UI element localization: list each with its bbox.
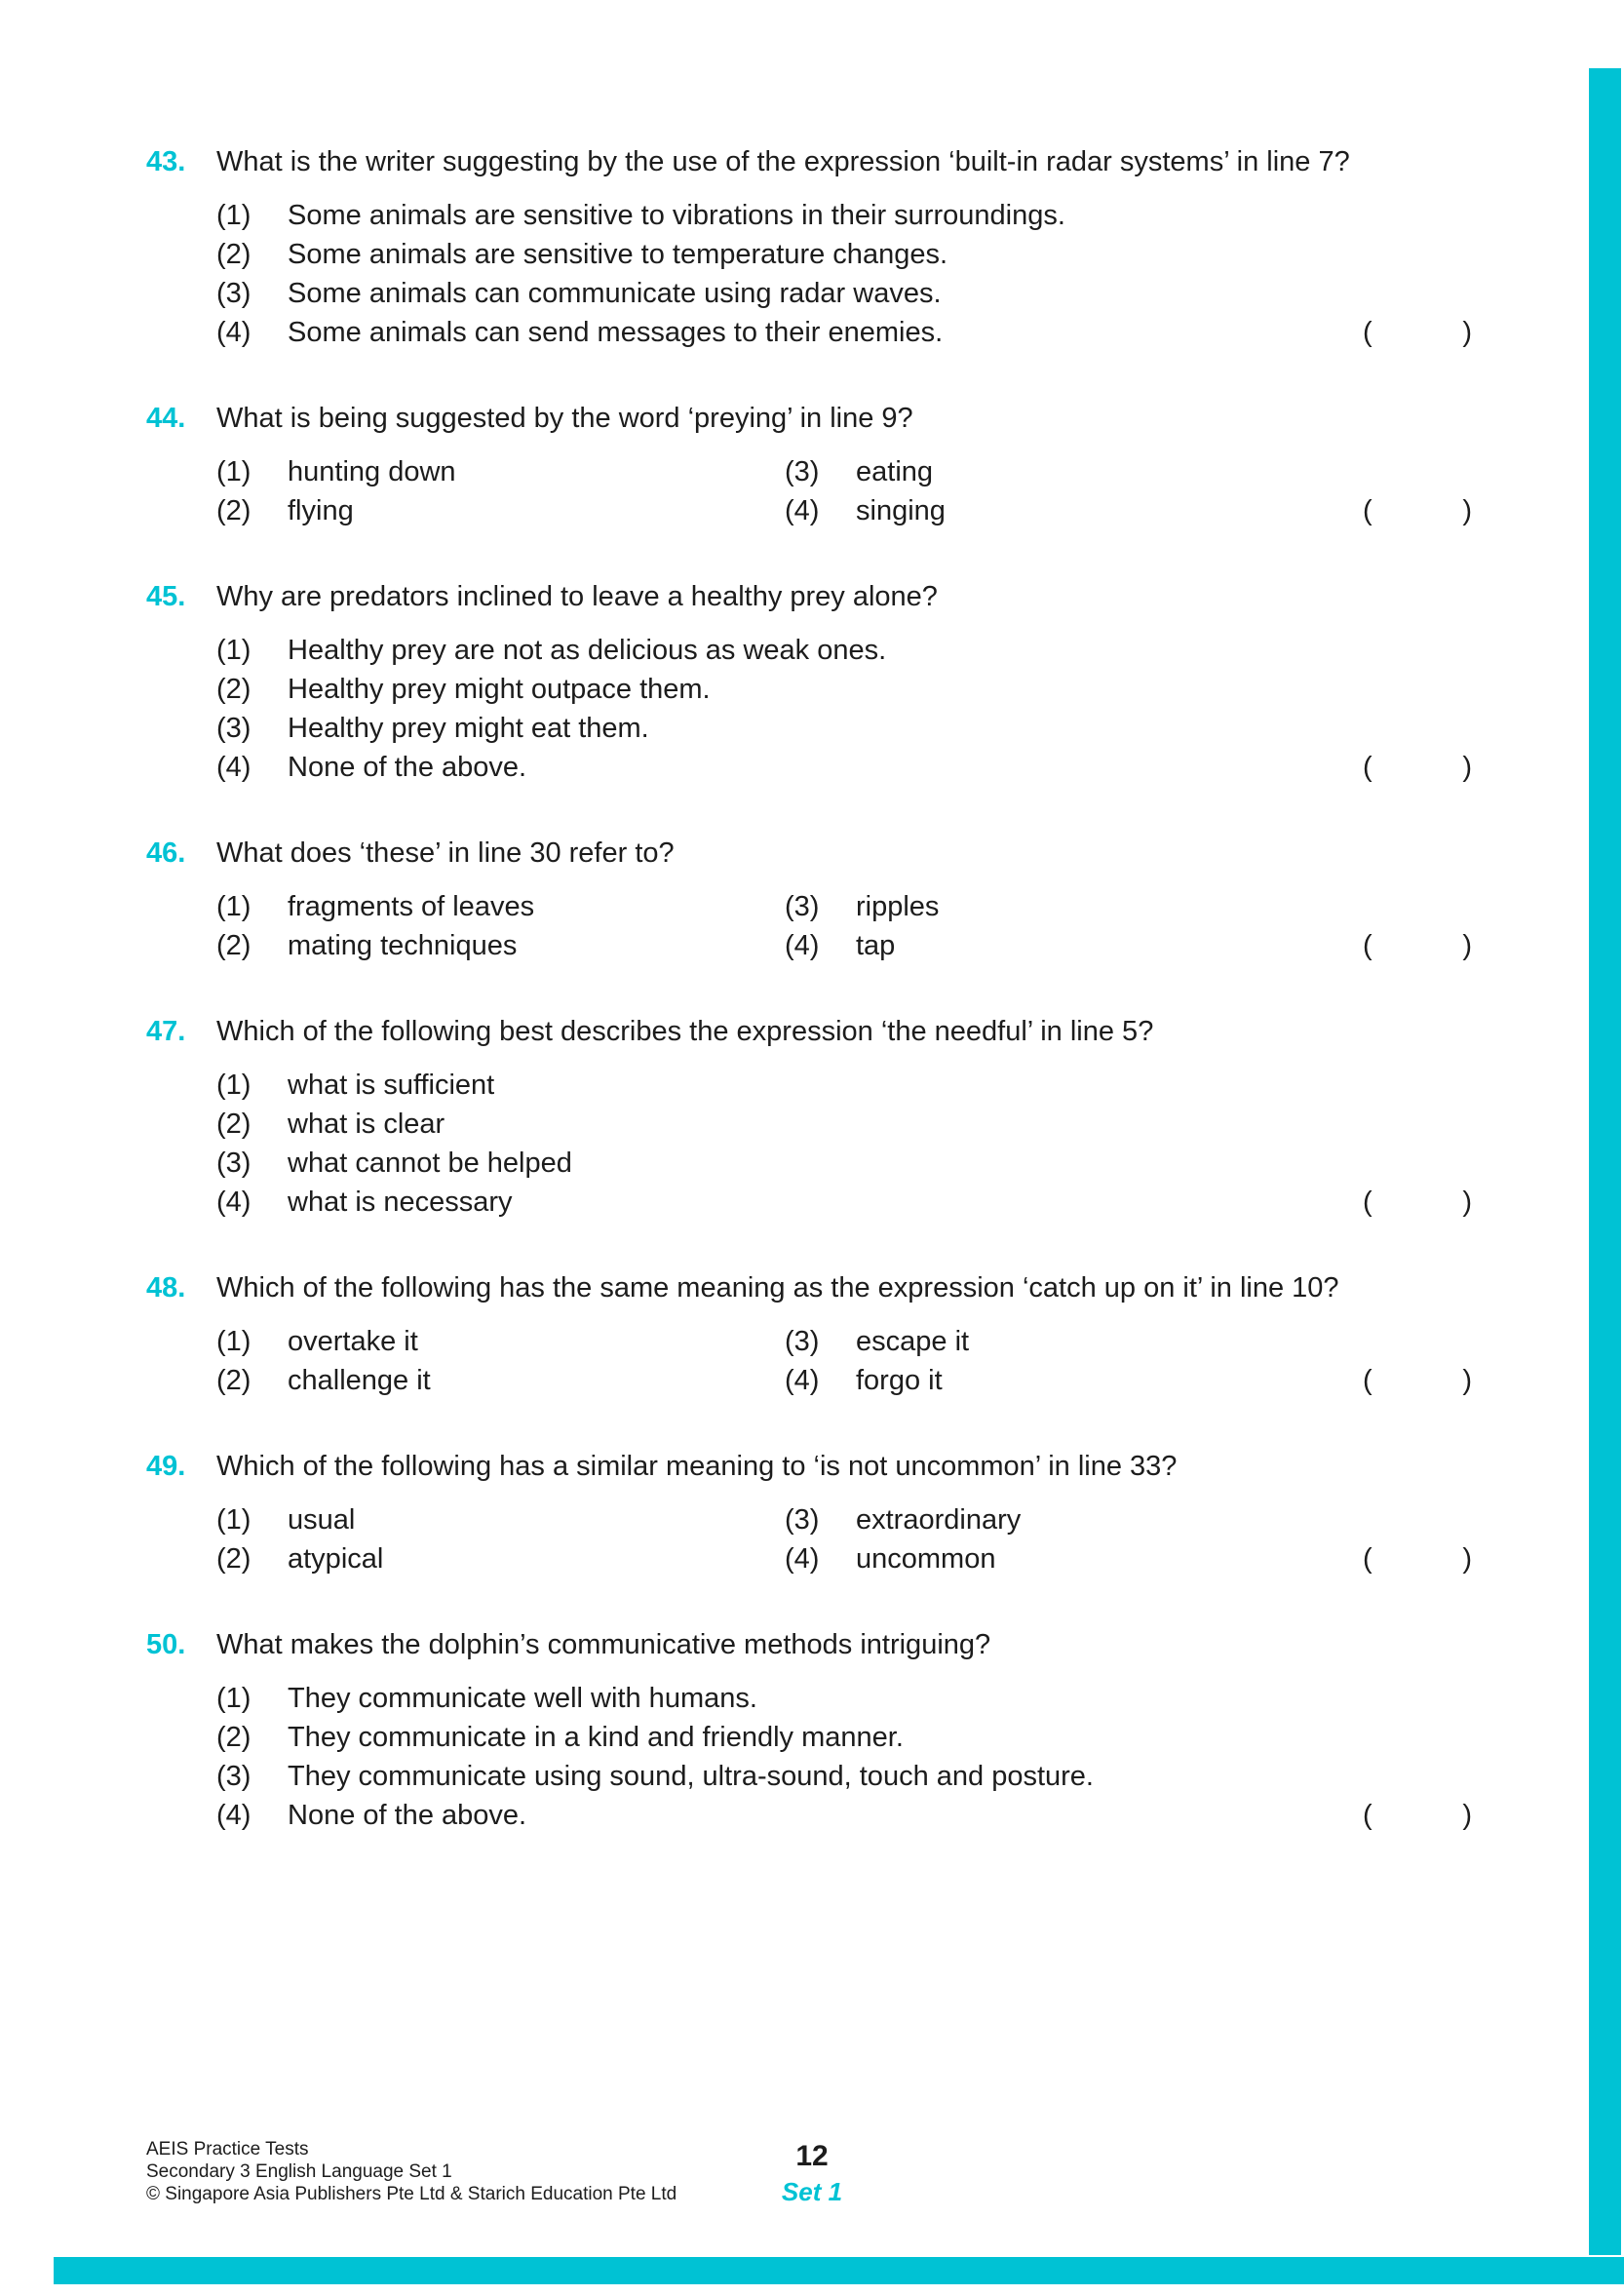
option-number: (3) xyxy=(216,713,251,744)
question-text: Which of the following best describes the expression ‘the needful’ in line 5? xyxy=(216,1016,1154,1047)
options-list xyxy=(216,1679,1477,1835)
option-text: challenge it xyxy=(288,1365,431,1396)
answer-option xyxy=(216,670,1340,709)
answer-option xyxy=(785,1322,1340,1361)
option-text: They communicate well with humans. xyxy=(288,1683,757,1714)
option-text: They communicate using sound, ultra-sound, touch and posture. xyxy=(288,1761,1094,1792)
question xyxy=(146,399,1477,530)
question-number: 48. xyxy=(146,1272,186,1304)
question-header xyxy=(146,399,1477,438)
option-text: Healthy prey might eat them. xyxy=(288,713,649,744)
option-number: (3) xyxy=(785,1504,820,1536)
options-list xyxy=(216,1500,1477,1578)
question xyxy=(146,142,1477,352)
question xyxy=(146,1447,1477,1578)
option-number: (2) xyxy=(216,495,251,526)
question-number: 50. xyxy=(146,1629,186,1660)
question xyxy=(146,577,1477,787)
option-text: what is clear xyxy=(288,1109,445,1140)
option-text: Some animals are sensitive to vibrations in their surroundings. xyxy=(288,200,1065,231)
answer-option xyxy=(785,1361,1340,1400)
question-body xyxy=(146,887,1477,965)
answer-brackets xyxy=(1363,926,1472,965)
option-number: (1) xyxy=(216,635,251,666)
question-number: 44. xyxy=(146,403,186,434)
option-text: escape it xyxy=(856,1326,970,1357)
option-text: Some animals can communicate using radar waves. xyxy=(288,278,942,309)
question-header xyxy=(146,577,1477,616)
option-text: usual xyxy=(288,1504,356,1536)
option-text: uncommon xyxy=(856,1543,996,1575)
answer-brackets xyxy=(1363,1539,1472,1578)
answer-bracket-close: ) xyxy=(1462,1800,1472,1831)
question xyxy=(146,1268,1477,1400)
question-number: 46. xyxy=(146,837,186,869)
option-text: eating xyxy=(856,456,934,487)
answer-option xyxy=(785,1539,1340,1578)
options-list xyxy=(216,452,1477,530)
bottom-accent-bar xyxy=(54,2257,1624,2284)
answer-option xyxy=(216,491,785,530)
options-list xyxy=(216,1066,1477,1222)
option-text: atypical xyxy=(288,1543,384,1575)
footer-copyright: © Singapore Asia Publishers Pte Ltd & Starich Education Pte Ltd xyxy=(146,2184,677,2204)
option-text: None of the above. xyxy=(288,752,527,783)
answer-option xyxy=(216,1796,1340,1835)
right-accent-bar xyxy=(1589,68,1621,2255)
option-number: (2) xyxy=(216,1109,251,1140)
answer-bracket-open: ( xyxy=(1363,930,1373,961)
question-body xyxy=(146,1066,1477,1222)
options-list xyxy=(216,1322,1477,1400)
option-number: (2) xyxy=(216,239,251,270)
answer-bracket-close: ) xyxy=(1462,1543,1472,1575)
answer-option xyxy=(216,1539,785,1578)
answer-option xyxy=(216,887,785,926)
question-body xyxy=(146,1679,1477,1835)
option-text: Some animals are sensitive to temperature changes. xyxy=(288,239,948,270)
option-number: (4) xyxy=(785,1543,820,1575)
answer-option xyxy=(216,631,1340,670)
question-text: Why are predators inclined to leave a healthy prey alone? xyxy=(216,581,938,612)
option-number: (1) xyxy=(216,1504,251,1536)
option-number: (2) xyxy=(216,930,251,961)
answer-option xyxy=(216,196,1340,235)
option-text: hunting down xyxy=(288,456,456,487)
option-number: (1) xyxy=(216,200,251,231)
answer-bracket-close: ) xyxy=(1462,752,1472,783)
question-header xyxy=(146,1447,1477,1486)
question-text: Which of the following has the same meaning as the expression ‘catch up on it’ in line 10? xyxy=(216,1272,1339,1304)
footer-center xyxy=(782,2140,842,2207)
option-number: (4) xyxy=(216,752,251,783)
answer-brackets xyxy=(1363,313,1472,352)
publisher-info xyxy=(146,2138,677,2205)
question xyxy=(146,834,1477,965)
answer-bracket-close: ) xyxy=(1462,1365,1472,1396)
option-text: tap xyxy=(856,930,896,961)
question-body xyxy=(146,1322,1477,1400)
answer-option xyxy=(785,1500,1340,1539)
option-text: overtake it xyxy=(288,1326,418,1357)
answer-option xyxy=(216,313,1340,352)
answer-bracket-open: ( xyxy=(1363,752,1373,783)
options-list xyxy=(216,196,1477,352)
question-number: 49. xyxy=(146,1451,186,1482)
question-header xyxy=(146,1012,1477,1051)
question-text: What is the writer suggesting by the use of the expression ‘built-in radar systems’ in line 7? xyxy=(216,146,1350,177)
option-number: (1) xyxy=(216,456,251,487)
option-number: (4) xyxy=(216,1800,251,1831)
question-body xyxy=(146,452,1477,530)
answer-option xyxy=(216,235,1340,274)
question xyxy=(146,1625,1477,1835)
set-label: Set 1 xyxy=(781,2177,843,2206)
answer-bracket-open: ( xyxy=(1363,1800,1373,1831)
question-body xyxy=(146,631,1477,787)
answer-option xyxy=(216,1144,1340,1183)
answer-option xyxy=(216,1718,1340,1757)
option-text: forgo it xyxy=(856,1365,943,1396)
option-text: Healthy prey are not as delicious as weak ones. xyxy=(288,635,887,666)
answer-option xyxy=(216,1066,1340,1105)
options-list xyxy=(216,887,1477,965)
question-header xyxy=(146,1268,1477,1307)
answer-bracket-close: ) xyxy=(1462,495,1472,526)
question-number: 47. xyxy=(146,1016,186,1047)
answer-brackets xyxy=(1363,1361,1472,1400)
answer-bracket-open: ( xyxy=(1363,1365,1373,1396)
question-text: What is being suggested by the word ‘preying’ in line 9? xyxy=(216,403,913,434)
option-number: (1) xyxy=(216,1683,251,1714)
option-number: (4) xyxy=(216,1187,251,1218)
option-text: extraordinary xyxy=(856,1504,1022,1536)
question-text: What makes the dolphin’s communicative methods intriguing? xyxy=(216,1629,991,1660)
option-number: (4) xyxy=(785,495,820,526)
option-number: (3) xyxy=(785,456,820,487)
answer-option xyxy=(216,274,1340,313)
answer-bracket-close: ) xyxy=(1462,317,1472,348)
option-number: (4) xyxy=(216,317,251,348)
answer-bracket-close: ) xyxy=(1462,1187,1472,1218)
answer-brackets xyxy=(1363,748,1472,787)
question-body xyxy=(146,196,1477,352)
option-text: what cannot be helped xyxy=(288,1148,572,1179)
option-number: (1) xyxy=(216,1326,251,1357)
answer-option xyxy=(785,491,1340,530)
answer-bracket-open: ( xyxy=(1363,495,1373,526)
question-header xyxy=(146,142,1477,181)
option-number: (3) xyxy=(785,1326,820,1357)
questions-area xyxy=(146,142,1477,1882)
option-text: flying xyxy=(288,495,354,526)
options-list xyxy=(216,631,1477,787)
question-number: 45. xyxy=(146,581,186,612)
question-text: Which of the following has a similar meaning to ‘is not uncommon’ in line 33? xyxy=(216,1451,1178,1482)
answer-option xyxy=(216,1183,1340,1222)
answer-option xyxy=(216,709,1340,748)
answer-bracket-open: ( xyxy=(1363,1543,1373,1575)
question-header xyxy=(146,1625,1477,1664)
answer-brackets xyxy=(1363,1796,1472,1835)
question-body xyxy=(146,1500,1477,1578)
page-number: 12 xyxy=(795,2140,829,2172)
option-text: They communicate in a kind and friendly manner. xyxy=(288,1722,904,1753)
answer-option xyxy=(216,1679,1340,1718)
answer-option xyxy=(785,926,1340,965)
option-number: (3) xyxy=(785,891,820,922)
option-text: what is sufficient xyxy=(288,1070,495,1101)
option-number: (3) xyxy=(216,1148,251,1179)
option-number: (2) xyxy=(216,1543,251,1575)
option-text: None of the above. xyxy=(288,1800,527,1831)
answer-brackets xyxy=(1363,1183,1472,1222)
answer-option xyxy=(216,1322,785,1361)
answer-brackets xyxy=(1363,491,1472,530)
question xyxy=(146,1012,1477,1222)
option-number: (4) xyxy=(785,1365,820,1396)
option-text: Healthy prey might outpace them. xyxy=(288,674,711,705)
page-footer xyxy=(0,2138,1624,2245)
answer-option xyxy=(216,748,1340,787)
answer-option xyxy=(785,452,1340,491)
option-number: (2) xyxy=(216,1722,251,1753)
option-number: (2) xyxy=(216,674,251,705)
footer-book-title: Secondary 3 English Language Set 1 xyxy=(146,2161,452,2182)
answer-bracket-close: ) xyxy=(1462,930,1472,961)
answer-option xyxy=(216,1757,1340,1796)
answer-bracket-open: ( xyxy=(1363,1187,1373,1218)
option-number: (2) xyxy=(216,1365,251,1396)
answer-option xyxy=(216,452,785,491)
answer-option xyxy=(216,1361,785,1400)
option-text: mating techniques xyxy=(288,930,518,961)
option-text: what is necessary xyxy=(288,1187,513,1218)
answer-bracket-open: ( xyxy=(1363,317,1373,348)
answer-option xyxy=(785,887,1340,926)
option-text: fragments of leaves xyxy=(288,891,535,922)
option-number: (3) xyxy=(216,1761,251,1792)
answer-option xyxy=(216,926,785,965)
option-number: (4) xyxy=(785,930,820,961)
answer-option xyxy=(216,1500,785,1539)
option-text: ripples xyxy=(856,891,940,922)
answer-option xyxy=(216,1105,1340,1144)
question-number: 43. xyxy=(146,146,186,177)
option-text: singing xyxy=(856,495,946,526)
option-number: (3) xyxy=(216,278,251,309)
option-number: (1) xyxy=(216,1070,251,1101)
question-text: What does ‘these’ in line 30 refer to? xyxy=(216,837,675,869)
footer-series-title: AEIS Practice Tests xyxy=(146,2139,309,2160)
option-text: Some animals can send messages to their enemies. xyxy=(288,317,944,348)
question-header xyxy=(146,834,1477,873)
option-number: (1) xyxy=(216,891,251,922)
